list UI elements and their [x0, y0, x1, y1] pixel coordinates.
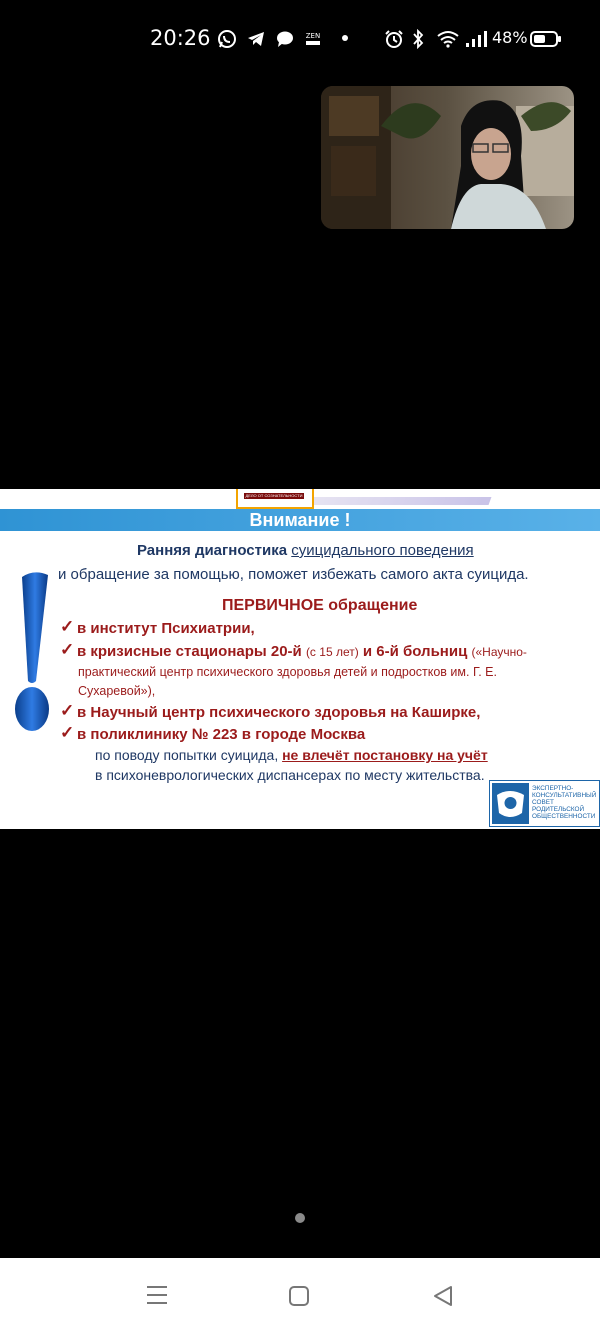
alarm-icon — [384, 29, 404, 49]
system-navigation-bar — [0, 1258, 600, 1332]
item-2-line-1 — [77, 643, 527, 660]
signal-icon — [465, 29, 489, 49]
item-2-part-a: в кризисные стационары 20-й — [77, 643, 302, 660]
whatsapp-icon — [217, 29, 237, 49]
closing-line-2: в психоневрологических диспансерах по месту жительства. — [95, 767, 485, 783]
status-bar — [0, 0, 600, 78]
checkmark-icon: ✓ — [60, 617, 75, 636]
item-2-line-2: практический центр психического здоровья детей и подростков им. Г. Е. — [78, 665, 497, 679]
battery-icon — [530, 30, 562, 48]
page-indicator-dot[interactable] — [295, 1213, 305, 1223]
shared-presentation-slide — [0, 489, 600, 829]
participant-video-tile[interactable] — [321, 86, 574, 229]
closing-part-a: по поводу попытки суицида, — [95, 747, 279, 763]
item-4: в поликлинику № 223 в городе Москва — [77, 726, 366, 743]
item-2-rest: («Научно- — [471, 645, 527, 659]
closing-line-1 — [95, 747, 488, 763]
intro-underlined: суицидального поведения — [291, 542, 474, 559]
checkmark-icon: ✓ — [60, 701, 75, 720]
slide-top-badge: ДЕЛО ОТ СОЗНАТЕЛЬНОСТИ — [236, 489, 314, 509]
dot-icon — [340, 33, 350, 43]
battery-percent: 48% — [492, 28, 528, 47]
item-2-part-b: и 6-й больниц — [362, 643, 468, 660]
item-2-line-3: Сухаревой»), — [78, 684, 156, 698]
wifi-icon — [436, 29, 460, 49]
logo-text: ЭКСПЕРТНО-КОНСУЛЬТАТИВНЫЙ СОВЕТ РОДИТЕЛЬСКОЙ ОБЩЕСТВЕННОСТИ — [532, 785, 597, 820]
intro-bold: Ранняя диагностика — [137, 542, 288, 559]
item-3: в Научный центр психического здоровья на Каширке, — [77, 704, 481, 721]
closing-part-b: не влечёт постановку на учёт — [282, 747, 488, 763]
bluetooth-icon — [411, 29, 425, 49]
back-icon[interactable] — [432, 1284, 454, 1308]
svg-text:ZEN: ZEN — [305, 32, 321, 40]
intro-line-1 — [137, 542, 474, 559]
menu-icon[interactable] — [145, 1284, 169, 1306]
slide-header: Внимание ! — [0, 509, 600, 531]
organization-logo — [489, 780, 600, 827]
checkmark-icon: ✓ — [60, 723, 75, 742]
slide-subtitle: ПЕРВИЧНОЕ обращение — [222, 597, 418, 614]
item-1: в институт Психиатрии, — [77, 620, 255, 637]
exclamation-icon — [12, 571, 54, 741]
clock: 20:26 — [150, 26, 211, 50]
checkmark-icon: ✓ — [60, 640, 75, 659]
home-icon[interactable] — [288, 1285, 310, 1307]
telegram-icon — [246, 29, 266, 49]
message-icon — [275, 29, 295, 49]
intro-line-2: и обращение за помощью, поможет избежать самого акта суицида. — [58, 566, 529, 583]
item-2-age-note: (с 15 лет) — [305, 645, 359, 659]
participant-video-image — [321, 86, 574, 229]
emblem-icon — [492, 783, 529, 824]
zen-icon — [303, 30, 323, 48]
